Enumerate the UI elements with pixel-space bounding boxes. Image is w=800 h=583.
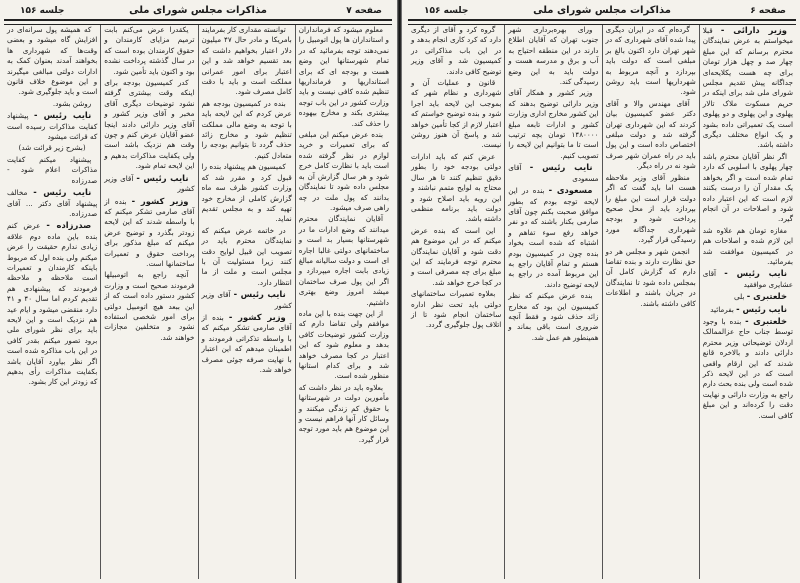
paragraph	[508, 291, 598, 343]
paragraph-text: منظور آقای وزیر ملاحظه هست اما باید گفت که اگر دولت قرار است این مبلغ را بپردازد باید از محل صحیح پرداخت شود و بودجه شهرداری جداگانه مورد رسیدگی قرار گیرد.	[605, 172, 696, 245]
paragraph	[202, 162, 292, 224]
paragraph-text: ورای بهره‌برداری شهر جنوب تهران که آقایان اطلاع دارند در این منطقه احتیاج به آب و برق و مدرسه هست و دولت باید به این وضع رسیدگی کند.	[508, 25, 599, 87]
paragraph	[703, 152, 793, 225]
paragraph-text: بلی	[734, 292, 745, 302]
paragraph-text: قبلا میخواستم به عرض نمایندگان محترم برسانم که این مبلغ چهار صد و چهل هزار تومان برای چه هست یکلایحه‌ای جداگانه پیش تقدیم مجلس شورای ملی شد برای اینکه در حریم مسکوت ملاک تالار پهلوی و این پهلوی و دو پهلوی است یک تعمیراتی داده بشود و یک انواع مختلف دیگری داشته باشد.	[702, 26, 793, 150]
speaker-name: خلعتبری -	[745, 315, 787, 326]
paragraph-text: بنده از آقای صارمی تشکر میکنم که با واسطه تذکراتی فرمودند و اطمینان میدهم که این اعتبار با نهایت صرفه جوئی مصرف خواهد شد.	[201, 312, 292, 374]
speaker-name: وزیر کشور -	[131, 195, 189, 206]
paragraph-text: قانون و عملیات آن و شهرداری و نظام شهر که بموجب این لایحه باید اجرا شود و بنده توضیح خواستم که اعتبار لازم از کجا تأمین خواهد شد و پاسخ آن هنوز روشن نیست.	[411, 78, 502, 150]
paragraph-text: آقای وزیر کشور	[104, 173, 195, 194]
text-column	[602, 25, 699, 579]
text-columns	[4, 25, 392, 579]
paragraph-text: بعلاوه تعمیرات ساختمانهای دولتی باید تحت نظر اداره ساختمان انجام شود تا از اتلاف پول جلوگیری گردد.	[411, 289, 502, 330]
paragraph	[7, 143, 97, 153]
speaker-line	[104, 173, 194, 195]
paragraph	[202, 226, 292, 288]
paragraph-text: توانسته مقداری کار بفرمایند بامریکا و مادر حال ۴۷ میلیون دلار اعتبار بخواهیم داشت که بعد تقسیم خواهد شد و این اعتبار برای امور عمرانی مملکت است و باید با دقت کامل مصرف شود.	[201, 25, 292, 97]
speaker-line	[703, 291, 793, 302]
speaker-name: نایب رئیس -	[529, 162, 593, 173]
paragraph	[104, 270, 194, 343]
paragraph-text: از این جهت بنده با این ماده موافقم ولی تقاضا دارم که وزارت کشور توضیحات کافی بدهد و معلوم شود که این اعتبار در کجا مصرف خواهد شد و برای کدام استانها منظور شده است.	[298, 308, 389, 381]
paragraph-text: روشن بشود.	[52, 98, 92, 108]
page-number: صفحه ۷	[346, 6, 382, 16]
paragraph-text: بنده عرض میکنم که نظر کمیسیون این بود که مخارج زائد حذف شود و فقط آنچه ضروری است باقی بماند و همینطور هم عمل شد.	[508, 291, 599, 342]
paragraph-text: کمیسیون هم پیشنهاد بنده را قبول کرد و مقرر شد که وزارت کشور ظرف سه ماه گزارش کاملی از مخارج خود تهیه کند و به مجلس تقدیم نماید.	[201, 162, 292, 224]
paragraph	[411, 226, 501, 288]
paragraph-text: که همیشه پول سرانه‌ای در افزایش گاه میشود و بعضی وقت‌ها که شهرداری ها بخواهند آمدند بعنوان کمک به ادارات دولتی مبالغی میگیرند و این موضوع خلاف قانون است و باید جلوگیری شود.	[7, 25, 98, 97]
paragraph-text: پیشنهاد میکنم کفایت مذاکرات اعلام شود - صدرزاده	[7, 154, 98, 185]
page-header	[6, 4, 390, 20]
paragraph	[606, 247, 696, 309]
paragraph-text: عرض کنم بنده باین ماده دوم علاقه زیادی ندارم حقیقت را عرض میکنم ولی بنده اول که مربوط باینکه کارمندان و تعمیرات است ملاحظه و ملاحظه فرمودند که پیشنهادی هم تقدیم کردم اما سال ۴۰ و ۴۱ دارد منقضی میشود و ایام عید هم نزدیک است و این لایحه باید برای نظر شورای ملی برود تصور میکنم بقدر کافی در این باب مذاکره شده است اگر نظر بیاورد آقایان باشد بکفایت مذاکرات رأی بدهیم که زودتر این کار بشود.	[7, 221, 98, 387]
paragraph-text: کدر کمیسیون بودجه برای اینکه وقت بیشتری گرفته نشود توضیحات دیگری آقای مخبر و آقای وزیر کشور و آقای وزیر دارائی دادند اینجا عضو آقایان عرض کنم و چون وقت هم نزدیک باشد است ولی یکفایت مذاکرات بدهیم و این لایحه تمام شود.	[104, 78, 195, 171]
speaker-name: وزیر کشور -	[228, 311, 286, 322]
paragraph-text: بنده با وجود توسط جناب حاج عزالممالک اردلان توضیحاتی وزیر محترم دارائی دادند و بالاخره قانع شدند که این ارقام واقعی است که در این لایحه ذکر شده است ولی بنده بحث دارم راجع به وزارت دارائی و نهایت دقت را کرده‌اند و این مبلغ کافی است.	[702, 316, 793, 420]
paragraph	[7, 155, 97, 186]
paragraph	[299, 309, 389, 382]
paragraph	[104, 196, 194, 270]
paragraph	[411, 25, 501, 77]
paragraph-text: آقای عشایری موافقید	[702, 269, 793, 289]
paragraph	[606, 173, 696, 246]
paragraph-text: آقای مسعودی	[508, 163, 599, 183]
paragraph-text: این است که بنده عرض میکنم که در این موضوع هم دقت شود و آقایان نمایندگان محترم توجه فرمایند که این مبلغ برای چه مصرفی است و در کجا خرج خواهد شد.	[411, 225, 502, 287]
page-number: صفحه ۶	[750, 6, 786, 16]
paragraph	[7, 25, 97, 98]
paragraph-text: آنچه راجع به اتومبیلها فرمودند صحیح است و وزارت کشور دستور داده است که از این ببعد هیچ اتومبیل دولتی برای امور شخصی استفاده نشود و متخلفین مجازات خواهند شد.	[104, 270, 195, 342]
paragraph	[606, 25, 696, 98]
text-columns	[408, 25, 796, 579]
paragraph-text: بفرمائید	[710, 304, 734, 314]
paragraph	[202, 312, 292, 375]
speaker-line	[7, 110, 97, 142]
paragraph	[703, 316, 793, 421]
text-column	[295, 25, 392, 579]
paragraph	[299, 383, 389, 445]
speaker-name: نایب رئیس -	[33, 187, 92, 198]
paragraph-text: آقای مهندس والا و آقای دکتر عضو کمیسیون بیان کردند که این شهرداری تهران گرفته شد و دولت مبلغی اختصاص داده است و این پول باید در راه عمران شهر صرف شود نه در راه دیگر.	[605, 98, 696, 171]
paragraph-text: یکقدرا عرض می‌کنم بابت ترمیم مزایای کارمندان و حقوق کارمندان بوده است که در سال گذشته پرداخت نشده بود و اکنون باید تأمین شود.	[104, 25, 195, 76]
text-column	[408, 25, 504, 579]
paragraph-text: در خاتمه عرض میکنم که نمایندگان محترم باید در تصویب این قبیل لوایح دقت کنند زیرا مسئولیت آن با مجلس است و ملت از ما انتظار دارد.	[201, 225, 292, 287]
paragraph-text: گروه کرد و آقای از دیگری دارد که کرد کاری انجام بدهد و در این باب مذاکراتی در کمیسیون شد و آقای وزیر توضیح کافی دادند.	[411, 25, 502, 76]
speaker-name: نایب رئیس -	[736, 303, 787, 314]
paragraph	[411, 78, 501, 151]
paragraph	[299, 214, 389, 308]
publication-title: مذاکرات مجلس شورای ملی	[533, 5, 671, 16]
session-number: جلسه ۱۵۶	[424, 6, 469, 16]
paragraph	[202, 25, 292, 98]
paragraph	[104, 78, 194, 172]
page-right	[404, 0, 800, 583]
paragraph	[508, 185, 598, 290]
paragraph	[104, 25, 194, 77]
speaker-name: وزیر دارائی -	[720, 25, 787, 35]
paragraph-text: انجمن شهر و مجلس هر دو حق نظارت دارند و بنده تقاضا دارم که گزارش کامل آن بمجلس داده شود تا نمایندگان در جریان باشند و اطلاعات کافی داشته باشند.	[605, 246, 696, 308]
text-column	[504, 25, 601, 579]
paragraph	[703, 25, 793, 151]
page-left	[0, 0, 396, 583]
speaker-line	[7, 187, 97, 219]
speaker-name: صدرزاده -	[46, 220, 92, 231]
paragraph	[411, 152, 501, 225]
paragraph-text: آقایان نمایندگان محترم میدانند که وضع ادارات ما در شهرستانها بسیار بد است و ساختمانهای دولتی غالبا اجاره ای است و دولت سالیانه مبالغ زیادی بابت اجاره میپردازد و اگر این پول صرف ساختمان میشد امروز وضع بهتری داشتیم.	[298, 214, 389, 307]
text-column	[4, 25, 100, 579]
speaker-line	[202, 289, 292, 311]
text-column	[198, 25, 295, 579]
paragraph-text: گرده‌ام که در ایران دیگری پیدا شده آقای شهرداری که در شهر تهران دارد اکنون بالغ بر مبلغی است که دولت باید بپردازد و آنچه مربوط به شهرداریها است باید روشن شود.	[605, 25, 696, 97]
text-column	[100, 25, 197, 579]
paragraph-text: (بشرح زیر قرائت شد)	[18, 143, 86, 153]
paragraph-text: وزیر کشور و همکار آقای وزیر دارائی توضیح بدهند که این کشور مخارج اداری وزارت کشور و ادارات تابعه مبلغ ۱۴۸۰۰۰۰ تومان بچه ترتیب است تا ما بتوانیم این لایحه را تصویب کنیم.	[508, 88, 599, 160]
paragraph-text: پیشنهاد کفایت مذاکرات رسیده است که قرائت میشود	[7, 111, 98, 142]
paragraph-text: بنده در کمیسیون بودجه هم عرض کردم که این لایحه باید با توجه به وضع مالی مملکت تنظیم شود و مخارج زائد حذف گردد تا بتوانیم بودجه را متعادل کنیم.	[201, 98, 292, 160]
page-fold-divider	[397, 0, 402, 583]
paragraph	[299, 130, 389, 213]
paragraph-text: معلوم میشود که فرمانداران و استانداران ها پول اتومبیل را نمی‌دهند توجه بفرمائید که در تمام شهرستانها این وضع هست و بودجه ای که برای استانداریها و فرمانداریها تنظیم شده کافی نیست و باید وزارت کشور در این باب توجه بیشتری بکند و مخارج بیهوده را حذف کند.	[298, 25, 389, 128]
page-header	[410, 4, 794, 20]
speaker-line	[703, 304, 793, 315]
speaker-line	[703, 268, 793, 290]
paragraph	[703, 226, 793, 268]
text-column	[699, 25, 796, 579]
paragraph	[508, 25, 598, 87]
paragraph-text: بنده از آقای صارمی تشکر میکنم که با واسطه شدند که این لایحه زودتر بگذرد و توضیح عرض میکنم که مبلغ مذکور برای پرداخت حقوق و تعمیرات ساختمانها است.	[104, 196, 195, 268]
paragraph-text: اگر نظر آقایان محترم باشد چهار پهلوی با اسلوبی که دارد تمام شده است و اگر بخواهد یک مقدار آن را درست بکنند لازم است که این اعتبار داده شود و اصلاحات در آن انجام گیرد.	[702, 151, 793, 224]
speaker-name: نایب رئیس -	[233, 289, 286, 300]
paragraph-text: مغازه تومان هم علاوه شد این لازم شده و اصلاحات هم در کمیسیون موافقت شد بفرمائید.	[702, 225, 793, 266]
paragraph-text: عرض کنم که باید ادارات دولتی بودجه خود را بطور دقیق تنظیم کنند تا هر سال محتاج به لوایح متمم نباشند و این رویه باید اصلاح شود و دولت باید برنامه منظمی داشته باشد.	[411, 151, 502, 224]
paragraph	[508, 88, 598, 161]
paragraph-text: بعلاوه باید در نظر داشت که مأمورین دولت در شهرستانها با حقوق کم زندگی میکنند و وسائل کار آنها فراهم نیست و این موضوع هم باید مورد توجه قرار گیرد.	[298, 382, 389, 444]
paragraph-text: بنده در این لایحه توجه بودم که بطور موافق صحبت بکنم چون آقای صارمی بکنار باشند که دو نفر خواهد رفع سوء تفاهم و اشتباه که شده است بخواد بنده چون در کمیسیون بودم هستم و تمام آقایان راجع به این مربوط آمده در راجع به لایحه توضیح دادند.	[508, 186, 599, 289]
speaker-name: نایب رئیس -	[724, 268, 787, 279]
session-number: جلسه ۱۵۶	[20, 6, 65, 16]
speaker-name: مسعودی -	[548, 185, 593, 196]
speaker-name: نایب رئیس -	[33, 110, 92, 121]
speaker-line	[508, 162, 598, 184]
paragraph	[7, 220, 97, 388]
paragraph	[299, 25, 389, 129]
paragraph-text: آقای وزیر کشور	[201, 290, 292, 310]
paragraph-text: مخالف پیشنهاد آقای دکتر ... آقای صدرزاده.	[7, 188, 98, 218]
paragraph	[202, 99, 292, 161]
speaker-name: نایب رئیس -	[136, 172, 189, 183]
paragraph	[411, 289, 501, 331]
speaker-name: خلعتبری -	[746, 291, 787, 302]
paragraph	[606, 99, 696, 172]
publication-title: مذاکرات مجلس شورای ملی	[129, 5, 267, 16]
paragraph-text: بنده عرض میکنم این مبلغی که برای تعمیرات و خرید لوازم در نظر گرفته شده است باید با نظارت کامل خرج شود و هر سال گزارش آن به مجلس داده شود تا نمایندگان بدانند که پول ملت در چه راهی صرف میشود.	[298, 130, 389, 212]
paragraph	[7, 99, 97, 109]
